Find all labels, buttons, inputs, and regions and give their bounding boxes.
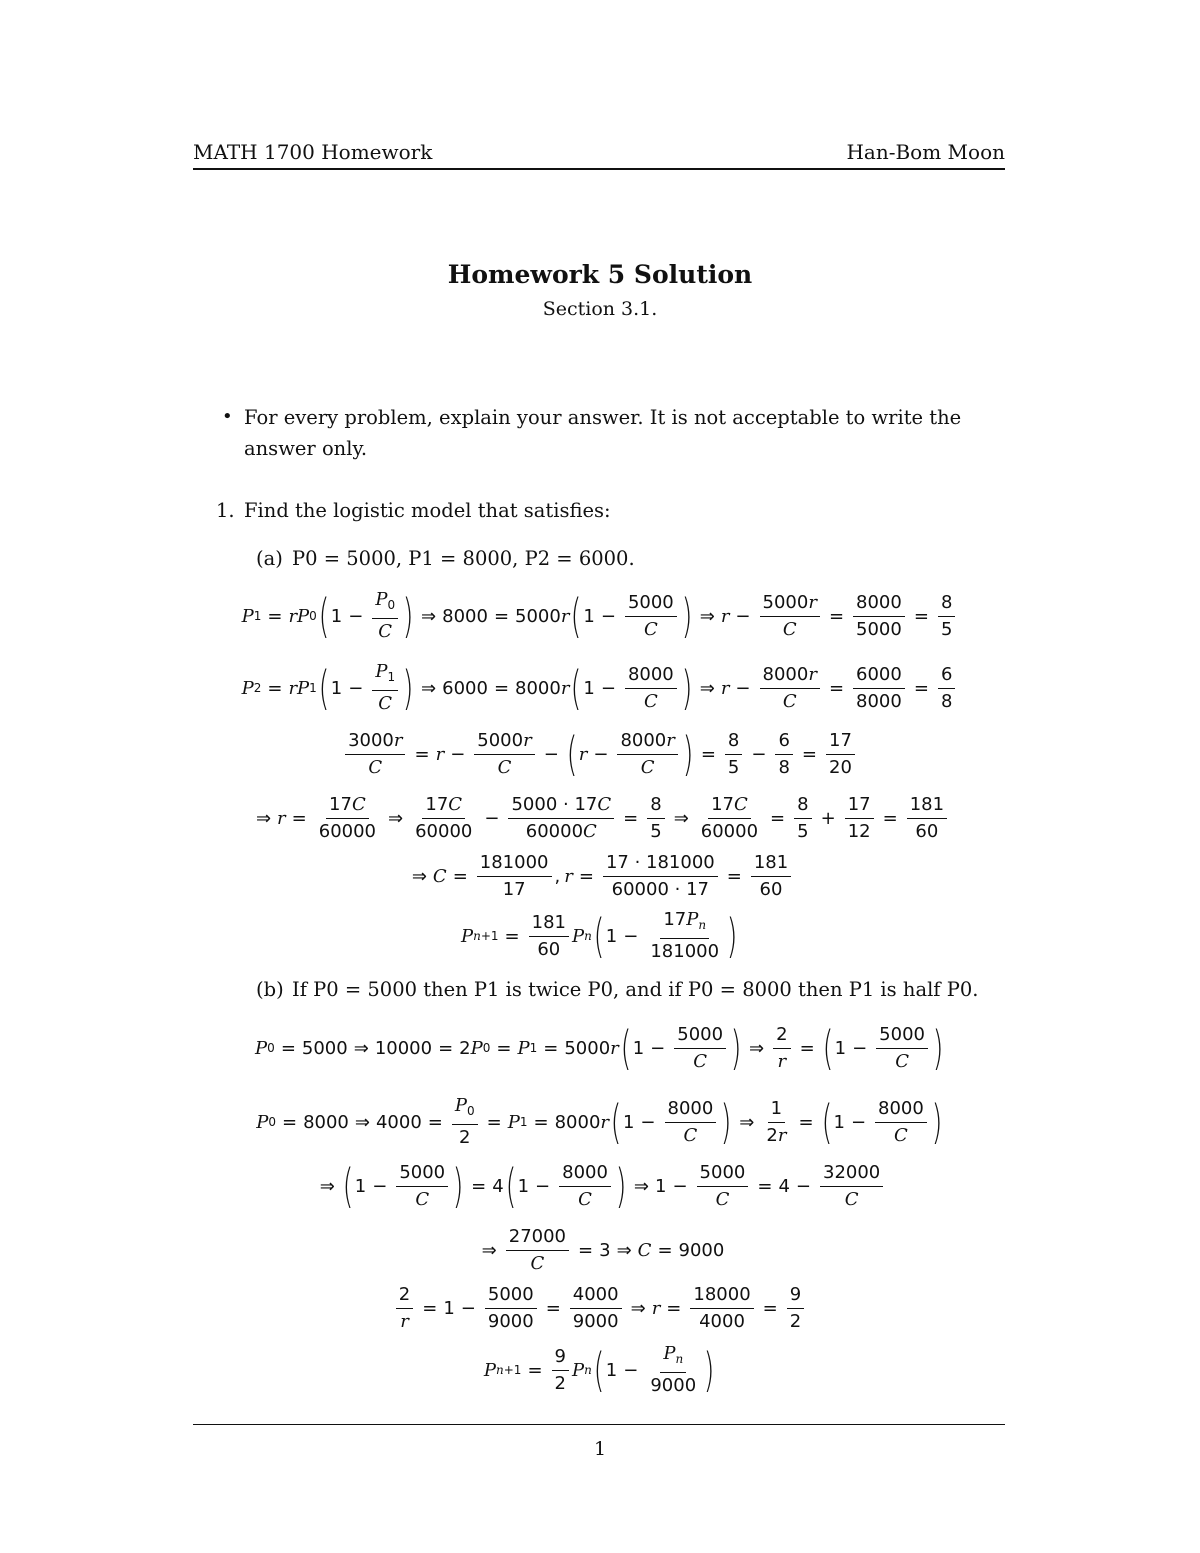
equation-a2: P 2 = rP 1 ( 1 − $\frac{P_1}{C}$ ) ⇒ 6000 = 8000 r ( 1 − $\frac{8000}{C}$ ) ⇒ r − $\frac{8000r}{C}$ = $\frac{6000}{8000}$ = $\frac{6}{8}$: [0, 660, 1200, 716]
bullet-icon: •: [222, 406, 233, 427]
equation-b6: P n+1 = $\frac{9}{2}$ P n ( 1 − $\frac{P_n}{9000}$ ): [483, 1343, 715, 1397]
part-a-condition: P0 = 5000, P1 = 8000, P2 = 6000.: [292, 547, 635, 570]
page-number: 1: [593, 1438, 607, 1460]
page-title: Homework 5 Solution: [447, 260, 753, 289]
equation-b1: P 0 = 5000 ⇒ 10000 = 2 P 0 = P 1 = 5000 r ( 1 − $\frac{5000}{C}$ ) ⇒ $\frac{2}{r}$ = ( 1 − $\frac{5000}{C}$ ): [255, 1021, 944, 1075]
equation-a4: ⇒ r = $\frac{17C}{60000}$ ⇒ $\frac{17C}{60000}$ − $\frac{5000 \cdot 17C}{60000C}$ = $\frac{8}{5}$ ⇒ $\frac{17C}{60000}$ = $\frac{8}{5}$ + $\frac{17}{12}$ = $\frac{181}{60}$: [0, 790, 1200, 846]
part-b-label: (b): [256, 978, 284, 1001]
equation-b3: ⇒ ( 1 − $\frac{5000}{C}$ ) = 4 ( 1 − $\frac{8000}{C}$ ) ⇒ 1 − $\frac{5000}{C}$ = 4 − $\frac{32000}{C}$: [0, 1158, 1200, 1214]
header-author: Han-Bom Moon: [846, 140, 1005, 164]
equation-b5: $\frac{2}{r}$ = 1 − $\frac{5000}{9000}$ = $\frac{4000}{9000}$ ⇒ r = $\frac{18000}{4000}$ = $\frac{9}{2}$: [0, 1280, 1200, 1336]
footer-rule: [193, 1424, 1005, 1425]
equation-a5: ⇒ C = $\frac{181000}{17}$ , r = $\frac{17 \cdot 181000}{60000 \cdot 17}$ = $\frac{181}{60}$: [0, 848, 1200, 904]
part-b-condition: If P0 = 5000 then P1 is twice P0, and if P0 = 8000 then P1 is half P0.: [292, 978, 979, 1001]
problem-statement: Find the logistic model that satisfies:: [244, 499, 611, 522]
equation-a6: P n+1 = $\frac{181}{60}$ P n ( 1 − $\frac{17P_n}{181000}$ ): [460, 909, 738, 963]
part-a-label: (a): [256, 547, 283, 570]
equation-a3: $\frac{3000r}{C}$ = r − $\frac{5000r}{C}$ − ( r − $\frac{8000r}{C}$ ) = $\frac{8}{5}$ − $\frac{6}{8}$ = $\frac{17}{20}$: [0, 726, 1200, 782]
equation-b4: ⇒ $\frac{27000}{C}$ = 3 ⇒ C = 9000: [481, 1225, 725, 1274]
section-label: Section 3.1.: [542, 298, 658, 320]
problem-number: 1.: [216, 499, 235, 522]
equation-a1: P 1 = rP 0 ( 1 − $\frac{P_0}{C}$ ) ⇒ 8000 = 5000 r ( 1 − $\frac{5000}{C}$ ) ⇒ r − $\frac{5000r}{C}$ = $\frac{8000}{5000}$ = $\frac{8}{5}$: [0, 588, 1200, 644]
header-course: MATH 1700 Homework: [193, 140, 433, 164]
equation-b2: P 0 = 8000 ⇒ 4000 = $\frac{P_0}{2}$ = P 1 = 8000 r ( 1 − $\frac{8000}{C}$ ) ⇒ $\frac{1}{2r}$ = ( 1 − $\frac{8000}{C}$ ): [256, 1095, 943, 1149]
instructions-text: For every problem, explain your answer. It is not acceptable to write the answer only.: [244, 406, 962, 460]
header-rule: [193, 168, 1005, 170]
